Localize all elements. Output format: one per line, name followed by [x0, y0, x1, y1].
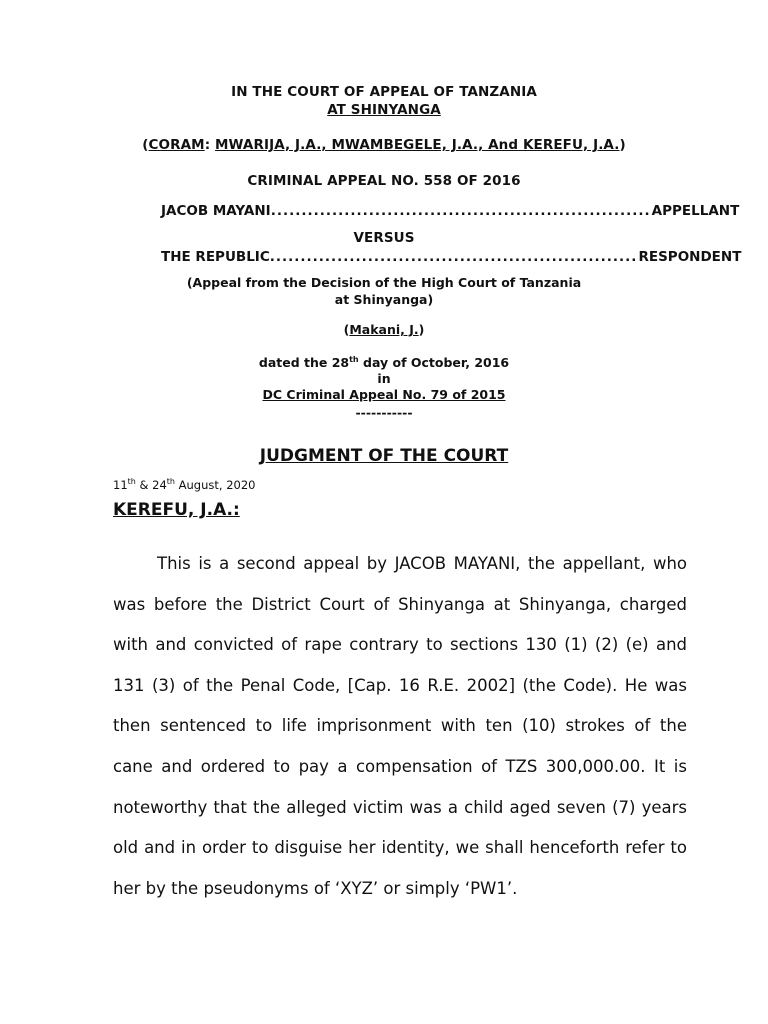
hearing-day-1: 11: [113, 478, 128, 492]
respondent-line: [161, 249, 742, 265]
respondent-role: RESPONDENT: [638, 249, 742, 265]
paragraph-1: This is a second appeal by JACOB MAYANI, the appellant, who was before the District Court of Shinyanga at Shinyanga, charged with and convicted of rape contrary to sections 130 (1) (2) (e) and 131 (3) of the Penal Code, [Cap. 16 R.E. 2002] (the Code). He was then sentenced to life imprisonment with ten (10) strokes of the cane and ordered to pay a compensation of TZS 300,000.00. It is noteworthy that the alleged victim was a child aged seven (7) years old and in order to disguise her identity, we shall henceforth refer to her by the pseudonyms of ‘XYZ’ or simply ‘PW1’.: [113, 554, 687, 898]
judgment-author: KEREFU, J.A.:: [113, 500, 240, 520]
coram-sep: :: [204, 137, 216, 153]
case-number: CRIMINAL APPEAL NO. 558 OF 2016: [247, 173, 521, 189]
coram-judges: MWARIJA, J.A., MWAMBEGELE, J.A., And KEREFU, J.A.: [215, 137, 620, 153]
respondent-name: THE REPUBLIC: [161, 249, 270, 265]
appellant-name: JACOB MAYANI: [161, 203, 271, 219]
coram-close: ): [619, 137, 626, 153]
versus-label: VERSUS: [353, 230, 415, 246]
court-title: IN THE COURT OF APPEAL OF TANZANIA: [231, 84, 537, 100]
lower-judge-name: Makani, J.: [349, 322, 419, 337]
hearing-dates: [113, 478, 255, 492]
judgment-title: JUDGMENT OF THE COURT: [259, 446, 509, 466]
coram-line: [0, 137, 768, 153]
origin-line-1: (Appeal from the Decision of the High Court of Tanzania: [186, 275, 582, 290]
hearing-month: August, 2020: [175, 478, 256, 492]
appeal-reference: DC Criminal Appeal No. 79 of 2015: [262, 387, 506, 402]
appellant-dots: ..............................................................: [270, 203, 651, 219]
origin-line-2: at Shinyanga): [334, 292, 434, 307]
coram-label: CORAM: [148, 137, 205, 153]
decision-date-prefix: dated the 28: [258, 355, 350, 370]
decision-date-sup: th: [349, 354, 359, 364]
court-location: AT SHINYANGA: [327, 102, 441, 118]
appellant-role: APPELLANT: [651, 203, 740, 219]
lower-judge-close: ): [418, 322, 425, 337]
hearing-day-2: & 24: [135, 478, 167, 492]
hearing-sup-1: th: [127, 477, 136, 487]
separator: -----------: [355, 405, 413, 420]
judgment-body: [113, 544, 687, 909]
coram-open: (: [142, 137, 149, 153]
respondent-dots: ............................................................: [269, 249, 638, 265]
appellant-line: [161, 203, 740, 219]
hearing-sup-2: th: [166, 477, 175, 487]
decision-date: [0, 355, 768, 370]
lower-judge: [0, 322, 768, 337]
lower-judge-open: (: [343, 322, 350, 337]
decision-date-suffix: day of October, 2016: [358, 355, 510, 370]
in-label: in: [377, 371, 391, 386]
